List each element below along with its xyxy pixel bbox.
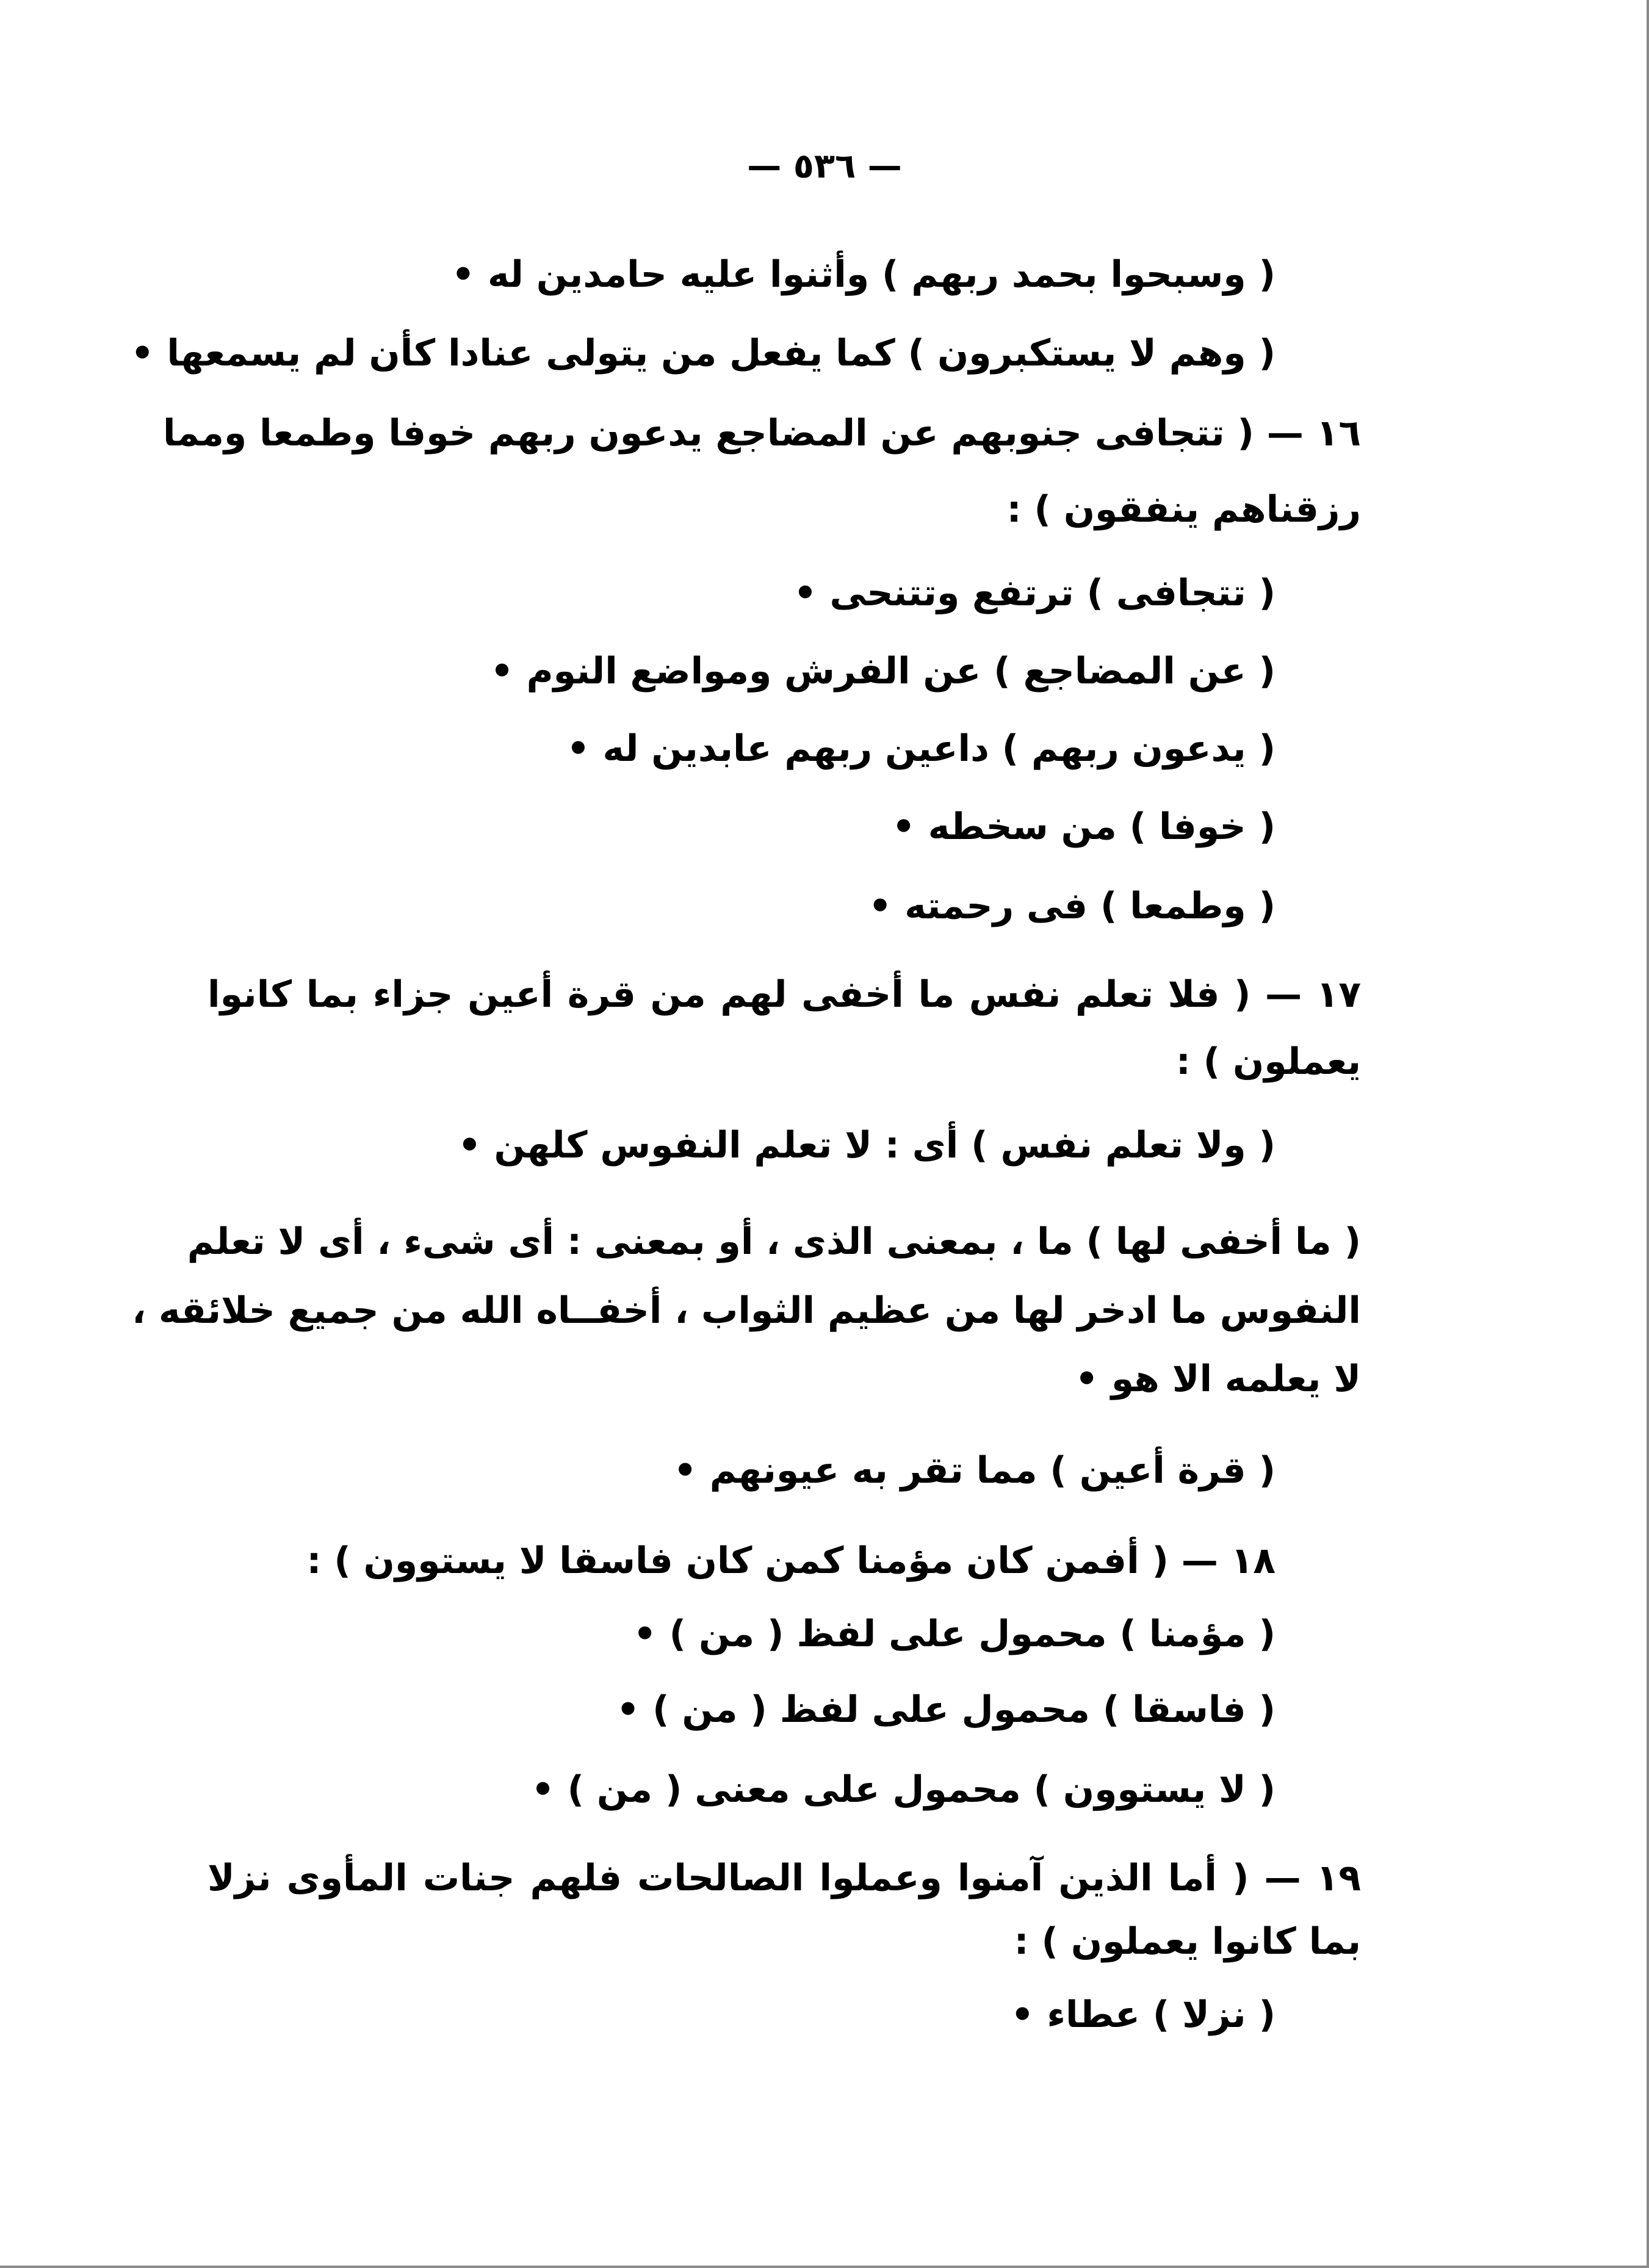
text-line-18: ( مؤمنا ) محمول على لفظ ( من ) •	[633, 1613, 1276, 1655]
text-line-2: ( وهم لا يستكبرون ) كما يفعل من يتولى عنادا كأن لم يسمعها •	[131, 332, 1276, 375]
text-line-6: ( عن المضاجع ) عن الفرش ومواضع النوم •	[490, 650, 1276, 693]
text-line-8: ( خوفا ) من سخطه •	[892, 805, 1276, 848]
text-line-21: ١٩ — ( أما الذين آمنوا وعملوا الصالحات فلهم جنات المأوى نزلا	[207, 1857, 1361, 1899]
page-edge-right	[1647, 0, 1649, 2268]
text-line-15: لا يعلمه الا هو •	[1075, 1358, 1361, 1400]
page-number: — ٥٣٦ —	[747, 146, 902, 186]
text-line-4: رزقناهم ينفقون ) :	[1006, 488, 1361, 531]
text-line-12: ( ولا تعلم نفس ) أى : لا تعلم النفوس كلهن •	[458, 1124, 1276, 1167]
page-edge-bottom	[0, 2266, 1649, 2268]
text-line-20: ( لا يستوون ) محمول على معنى ( من ) •	[531, 1768, 1276, 1811]
text-line-23: ( نزلا ) عطاء •	[1011, 1993, 1276, 2036]
text-line-19: ( فاسقا ) محمول على لفظ ( من ) •	[616, 1688, 1276, 1731]
text-line-3: ١٦ — ( تتجافى جنوبهم عن المضاجع يدعون ربهم خوفا وطمعا ومما	[163, 412, 1361, 455]
text-line-9: ( وطمعا ) فى رحمته •	[868, 885, 1276, 927]
text-line-1: ( وسبحوا بحمد ربهم ) وأثنوا عليه حامدين له •	[451, 253, 1276, 296]
text-line-11: يعملون ) :	[1175, 1040, 1361, 1083]
text-line-5: ( تتجافى ) ترتفع وتتنحى •	[793, 572, 1276, 614]
text-line-22: بما كانوا يعملون ) :	[1014, 1920, 1361, 1963]
text-line-10: ١٧ — ( فلا تعلم نفس ما أخفى لهم من قرة أعين جزاء بما كانوا	[207, 973, 1361, 1016]
text-line-14: النفوس ما ادخر لها من عظيم الثواب ، أخفــاه الله من جميع خلائقه ،	[132, 1289, 1361, 1332]
text-line-13: ( ما أخفى لها ) ما ، بمعنى الذى ، أو بمعنى : أى شىء ، أى لا تعلم	[187, 1220, 1361, 1263]
text-line-17: ١٨ — ( أفمن كان مؤمنا كمن كان فاسقا لا يستوون ) :	[306, 1539, 1276, 1582]
text-line-7: ( يدعون ربهم ) داعين ربهم عابدين له •	[566, 727, 1276, 770]
text-line-16: ( قرة أعين ) مما تقر به عيونهم •	[673, 1449, 1276, 1492]
